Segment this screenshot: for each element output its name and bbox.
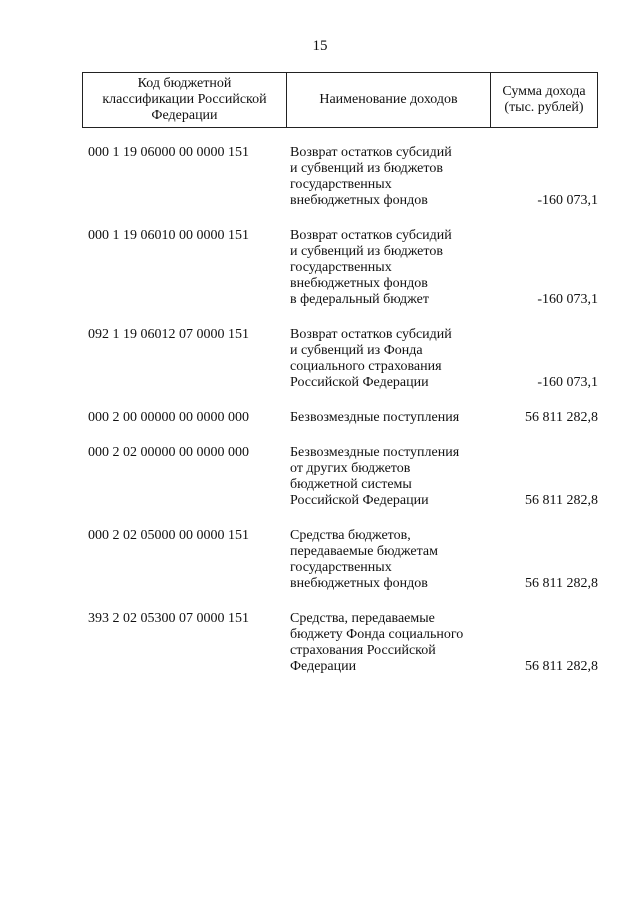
header-name: Наименование доходов [287, 73, 491, 127]
row-name: Безвозмездные поступления [290, 410, 460, 425]
table-row [88, 228, 598, 308]
row-sum: 56 811 282,8 [525, 493, 598, 508]
row-code: 000 2 02 05000 00 0000 151 [88, 528, 249, 543]
row-name: Средства бюджетов, передаваемые бюджетам государственных внебюджетных фондов [290, 528, 438, 591]
row-name: Средства, передаваемые бюджету Фонда социального страхования Российской Федерации [290, 611, 464, 674]
header-code: Код бюджетной классификации Российской Федерации [83, 73, 287, 127]
row-code: 000 2 02 00000 00 0000 000 [88, 445, 249, 460]
row-code: 000 2 00 00000 00 0000 000 [88, 410, 249, 425]
row-code: 000 1 19 06000 00 0000 151 [88, 145, 249, 160]
row-sum: 56 811 282,8 [525, 659, 598, 674]
row-name: Безвозмездные поступления от других бюджетов бюджетной системы Российской Федерации [290, 445, 460, 508]
row-sum: -160 073,1 [537, 292, 598, 307]
table-row [88, 445, 598, 509]
table-row [88, 410, 598, 426]
row-name: Возврат остатков субсидий и субвенций из бюджетов государственных внебюджетных фондов в федеральный бюджет [290, 228, 452, 307]
table-header [82, 72, 598, 128]
row-code: 092 1 19 06012 07 0000 151 [88, 327, 249, 342]
table-body [88, 145, 598, 694]
table-row [88, 528, 598, 592]
table-row [88, 327, 598, 391]
row-sum: -160 073,1 [537, 193, 598, 208]
row-sum: -160 073,1 [537, 375, 598, 390]
row-name: Возврат остатков субсидий и субвенций из Фонда социального страхования Российской Федерации [290, 327, 452, 390]
page-number: 15 [312, 38, 328, 54]
row-name: Возврат остатков субсидий и субвенций из бюджетов государственных внебюджетных фондов [290, 145, 452, 208]
table-row [88, 611, 598, 675]
row-code: 000 1 19 06010 00 0000 151 [88, 228, 249, 243]
row-code: 393 2 02 05300 07 0000 151 [88, 611, 249, 626]
table-row [88, 145, 598, 209]
header-sum: Сумма дохода (тыс. рублей) [502, 84, 586, 115]
row-sum: 56 811 282,8 [525, 576, 598, 591]
row-sum: 56 811 282,8 [525, 410, 598, 425]
